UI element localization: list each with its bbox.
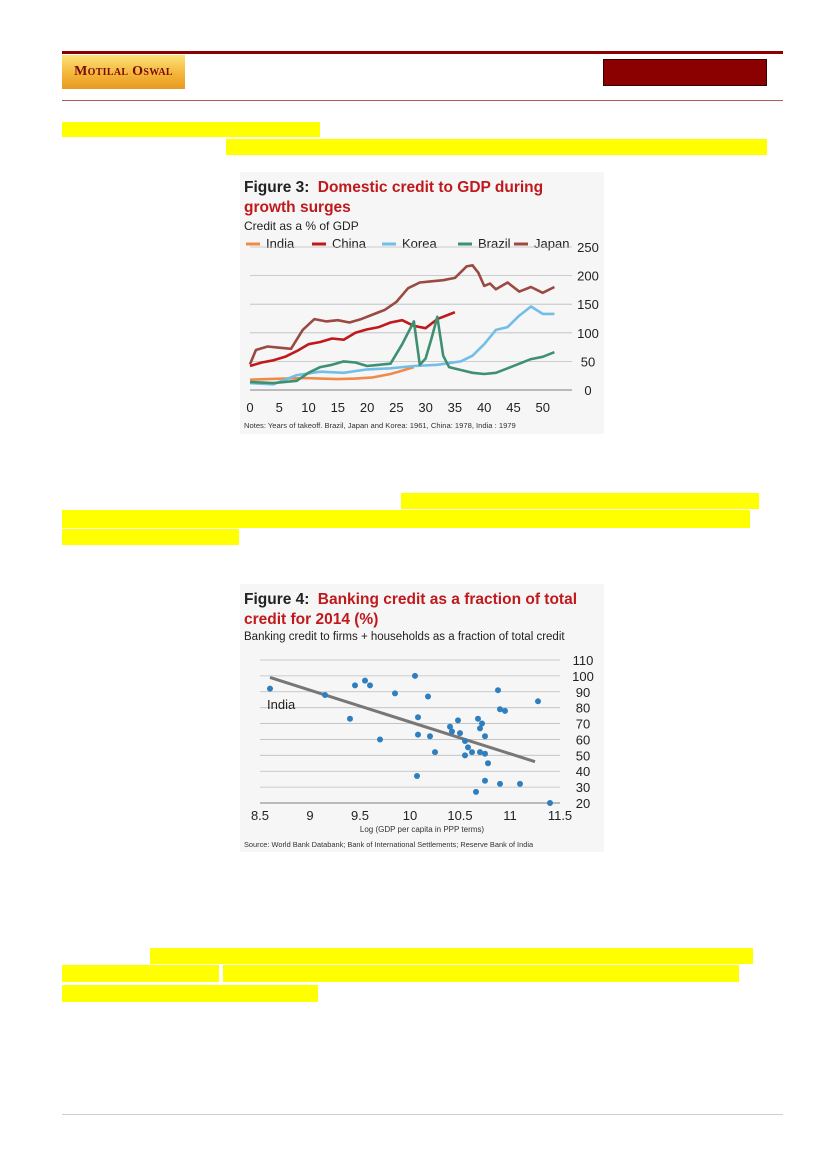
highlight-bar bbox=[150, 948, 753, 964]
scatter-point bbox=[427, 733, 433, 739]
highlight-bar bbox=[223, 965, 739, 982]
scatter-point bbox=[414, 773, 420, 779]
legend-label-brazil: Brazil bbox=[478, 236, 511, 251]
scatter-point bbox=[377, 736, 383, 742]
figure-4-y-ticks bbox=[572, 653, 594, 811]
x-tick-label: 0 bbox=[246, 400, 254, 415]
x-tick-label: 30 bbox=[418, 400, 433, 415]
scatter-point bbox=[412, 673, 418, 679]
figure-4-subtitle: Banking credit to firms + households as a fraction of total credit bbox=[244, 631, 565, 643]
y-tick-label: 80 bbox=[575, 700, 591, 716]
scatter-point bbox=[482, 733, 488, 739]
figure-4-gridlines bbox=[260, 660, 560, 803]
y-tick-label: 30 bbox=[575, 780, 591, 796]
scatter-point bbox=[479, 721, 485, 727]
figure-4-chart bbox=[240, 584, 604, 852]
scatter-point bbox=[547, 800, 553, 806]
figure-4-title bbox=[244, 591, 577, 608]
y-tick-label: 50 bbox=[575, 748, 591, 764]
scatter-point bbox=[415, 714, 421, 720]
figure-3-subtitle: Credit as a % of GDP bbox=[244, 219, 359, 233]
y-tick-label: 70 bbox=[575, 716, 591, 732]
highlight-bar bbox=[62, 510, 750, 528]
scatter-point bbox=[497, 781, 503, 787]
x-tick-label: 45 bbox=[506, 400, 521, 415]
figure-4-title-line2: credit for 2014 (%) bbox=[244, 611, 379, 628]
scatter-point bbox=[392, 690, 398, 696]
y-tick-label: 250 bbox=[577, 240, 599, 255]
logo-text: Motilal Oswal bbox=[74, 64, 173, 79]
scatter-point bbox=[462, 738, 468, 744]
highlight-bar bbox=[226, 139, 767, 155]
scatter-point bbox=[469, 749, 475, 755]
figure-3 bbox=[240, 172, 604, 434]
x-tick-label: 8.5 bbox=[250, 808, 270, 823]
scatter-point bbox=[267, 686, 273, 692]
scatter-point bbox=[517, 781, 523, 787]
scatter-point bbox=[465, 744, 471, 750]
y-tick-label: 90 bbox=[575, 684, 591, 700]
legend-label-india: India bbox=[266, 236, 295, 251]
figure-3-legend bbox=[246, 236, 569, 251]
figure-3-title-line2: growth surges bbox=[244, 199, 351, 216]
x-tick-label: 10 bbox=[402, 808, 418, 823]
x-tick-label: 5 bbox=[275, 400, 283, 415]
scatter-point bbox=[473, 789, 479, 795]
scatter-point bbox=[482, 751, 488, 757]
figure-3-title-line1: Domestic credit to GDP during bbox=[317, 179, 544, 196]
y-tick-label: 200 bbox=[577, 268, 599, 284]
figure-4-title-line1: Banking credit as a fraction of total bbox=[317, 591, 578, 608]
scatter-point bbox=[475, 716, 481, 722]
scatter-point bbox=[457, 730, 463, 736]
highlight-bar bbox=[62, 985, 318, 1002]
highlight-bar bbox=[62, 965, 219, 982]
scatter-point bbox=[502, 708, 508, 714]
y-tick-label: 60 bbox=[575, 732, 591, 748]
x-tick-label: 10.5 bbox=[447, 808, 473, 823]
figure-4-label: Figure 4: bbox=[244, 591, 310, 608]
y-tick-label: 110 bbox=[572, 653, 594, 668]
scatter-point bbox=[495, 687, 501, 693]
scatter-point bbox=[535, 698, 541, 704]
scatter-point bbox=[367, 682, 373, 688]
figure-3-label: Figure 3: bbox=[244, 179, 310, 196]
highlight-bar bbox=[62, 529, 239, 545]
y-tick-label: 40 bbox=[575, 764, 591, 780]
x-tick-label: 9.5 bbox=[350, 808, 370, 823]
legend-label-korea: Korea bbox=[402, 236, 437, 251]
scatter-point bbox=[462, 752, 468, 758]
header-red-box bbox=[603, 59, 767, 86]
series-line-china bbox=[250, 312, 455, 366]
scatter-point bbox=[415, 732, 421, 738]
x-tick-label: 11 bbox=[503, 808, 517, 823]
y-tick-label: 50 bbox=[580, 354, 596, 370]
x-tick-label: 35 bbox=[447, 400, 463, 415]
y-tick-label: 100 bbox=[572, 668, 594, 684]
figure-3-notes: Notes: Years of takeoff. Brazil, Japan and Korea: 1961, China: 1978, India : 1979 bbox=[244, 421, 516, 430]
figure-4 bbox=[240, 584, 604, 852]
legend-label-japan: Japan bbox=[534, 236, 570, 251]
header-top-rule bbox=[62, 51, 783, 54]
figure-3-series bbox=[250, 265, 554, 384]
series-line-japan bbox=[250, 265, 554, 364]
x-tick-label: 25 bbox=[389, 400, 404, 415]
figure-4-source: Source: World Bank Databank; Bank of International Settlements; Reserve Bank of India bbox=[244, 840, 534, 849]
x-tick-label: 40 bbox=[476, 400, 492, 415]
x-tick-label: 20 bbox=[359, 400, 375, 415]
figure-3-chart bbox=[240, 172, 604, 434]
figure-3-title bbox=[244, 179, 543, 196]
scatter-point bbox=[322, 692, 328, 698]
y-tick-label: 100 bbox=[577, 325, 599, 341]
figure-3-x-ticks bbox=[246, 400, 550, 415]
figure-4-xlabel: Log (GDP per capita in PPP terms) bbox=[359, 825, 485, 834]
y-tick-label: 150 bbox=[577, 297, 599, 313]
scatter-point bbox=[352, 682, 358, 688]
x-tick-label: 9 bbox=[306, 808, 314, 823]
x-tick-label: 50 bbox=[535, 400, 550, 415]
scatter-point bbox=[432, 749, 438, 755]
scatter-point bbox=[449, 729, 455, 735]
company-logo bbox=[62, 55, 185, 89]
scatter-point bbox=[482, 778, 488, 784]
scatter-point bbox=[455, 717, 461, 723]
y-tick-label: 0 bbox=[584, 383, 592, 398]
legend-label-china: China bbox=[332, 236, 366, 251]
scatter-point bbox=[485, 760, 491, 766]
x-tick-label: 15 bbox=[330, 400, 346, 415]
header-bottom-rule bbox=[62, 100, 783, 101]
y-tick-label: 20 bbox=[575, 796, 591, 811]
scatter-point bbox=[347, 716, 353, 722]
highlight-bar bbox=[62, 122, 320, 137]
figure-3-y-ticks bbox=[577, 240, 599, 398]
scatter-point bbox=[362, 678, 368, 684]
highlight-bar bbox=[401, 493, 759, 509]
figure-4-annotation: India bbox=[267, 697, 296, 712]
figure-4-x-ticks bbox=[251, 808, 572, 823]
scatter-point bbox=[425, 694, 431, 700]
x-tick-label: 11.5 bbox=[547, 808, 573, 823]
footer-rule bbox=[62, 1114, 783, 1115]
x-tick-label: 10 bbox=[301, 400, 316, 415]
